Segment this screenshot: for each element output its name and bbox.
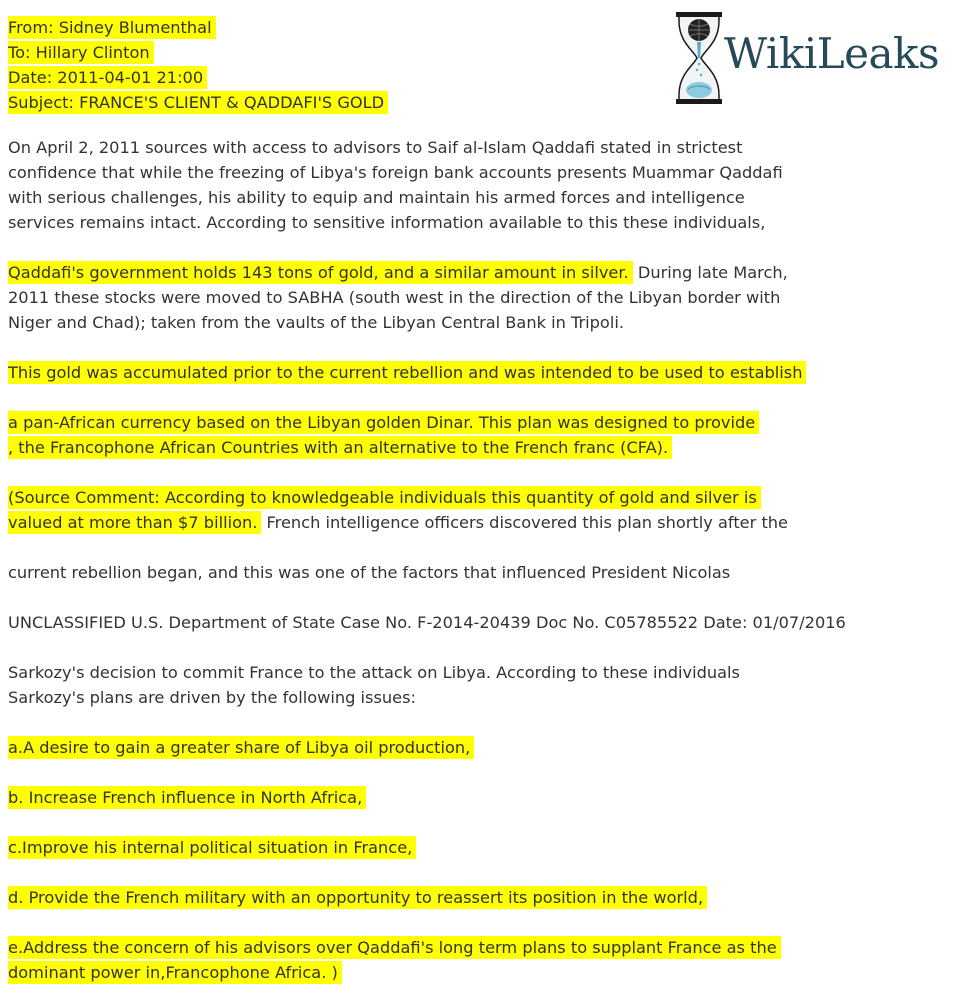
highlighted-text: d. Provide the French military with an opportunity to reassert its position in the world, (8, 886, 707, 909)
highlighted-text: dominant power in,Francophone Africa. ) (8, 961, 342, 984)
highlighted-text: (Source Comment: According to knowledgeable individuals this quantity of gold and silver is (8, 486, 761, 509)
from-line: From: Sidney Blumenthal (8, 15, 216, 40)
list-item (8, 935, 781, 960)
list-item (8, 885, 707, 910)
body-line: services remains intact. According to sensitive information available to this these individuals, (8, 213, 766, 232)
hourglass-globe-icon (676, 12, 722, 104)
body-line: Sarkozy's decision to commit France to the attack on Libya. According to these individuals (8, 663, 740, 682)
highlighted-text: a.A desire to gain a greater share of Libya oil production, (8, 736, 474, 759)
list-item (8, 785, 366, 810)
body-line: current rebellion began, and this was one of the factors that influenced President Nicolas (8, 563, 731, 582)
highlighted-text: , the Francophone African Countries with an alternative to the French franc (CFA). (8, 436, 672, 459)
body-line (8, 485, 761, 510)
body-line: Qaddafi's government holds 143 tons of gold, and a similar amount in silver. During late March, (8, 263, 788, 282)
to-line: To: Hillary Clinton (8, 40, 154, 65)
highlighted-text: c.Improve his internal political situation in France, (8, 836, 416, 859)
list-item (8, 835, 416, 860)
date-line: Date: 2011-04-01 21:00 (8, 65, 207, 90)
subject-line: Subject: FRANCE'S CLIENT & QADDAFI'S GOLD (8, 90, 388, 115)
highlighted-text: Qaddafi's government holds 143 tons of gold, and a similar amount in silver. (8, 261, 633, 284)
body-line: Sarkozy's plans are driven by the following issues: (8, 688, 416, 707)
body-line: On April 2, 2011 sources with access to advisors to Saif al-Islam Qaddafi stated in strictest (8, 138, 743, 157)
body-line (8, 410, 759, 435)
highlighted-text: e.Address the concern of his advisors over Qaddafi's long term plans to supplant France as the (8, 936, 781, 959)
body-line: valued at more than $7 billion. French intelligence officers discovered this plan shortly after the (8, 513, 789, 532)
body-line (8, 435, 672, 460)
body-line (8, 360, 806, 385)
highlighted-text: a pan-African currency based on the Libyan golden Dinar. This plan was designed to provide (8, 411, 759, 434)
highlighted-text: valued at more than $7 billion. (8, 511, 261, 534)
declassification-stamp: UNCLASSIFIED U.S. Department of State Case No. F-2014-20439 Doc No. C05785522 Date: 01/07/2016 (8, 613, 846, 632)
list-item (8, 735, 474, 760)
body-line: Niger and Chad); taken from the vaults of the Libyan Central Bank in Tripoli. (8, 313, 624, 332)
wikileaks-logo (676, 12, 952, 104)
body-line: confidence that while the freezing of Libya's foreign bank accounts presents Muammar Qaddafi (8, 163, 783, 182)
highlighted-text: b. Increase French influence in North Africa, (8, 786, 366, 809)
body-line: with serious challenges, his ability to equip and maintain his armed forces and intelligence (8, 188, 745, 207)
logo-text: WikiLeaks (724, 29, 940, 78)
list-item (8, 960, 342, 985)
body-line: 2011 these stocks were moved to SABHA (south west in the direction of the Libyan border with (8, 288, 781, 307)
highlighted-text: This gold was accumulated prior to the current rebellion and was intended to be used to establish (8, 361, 806, 384)
